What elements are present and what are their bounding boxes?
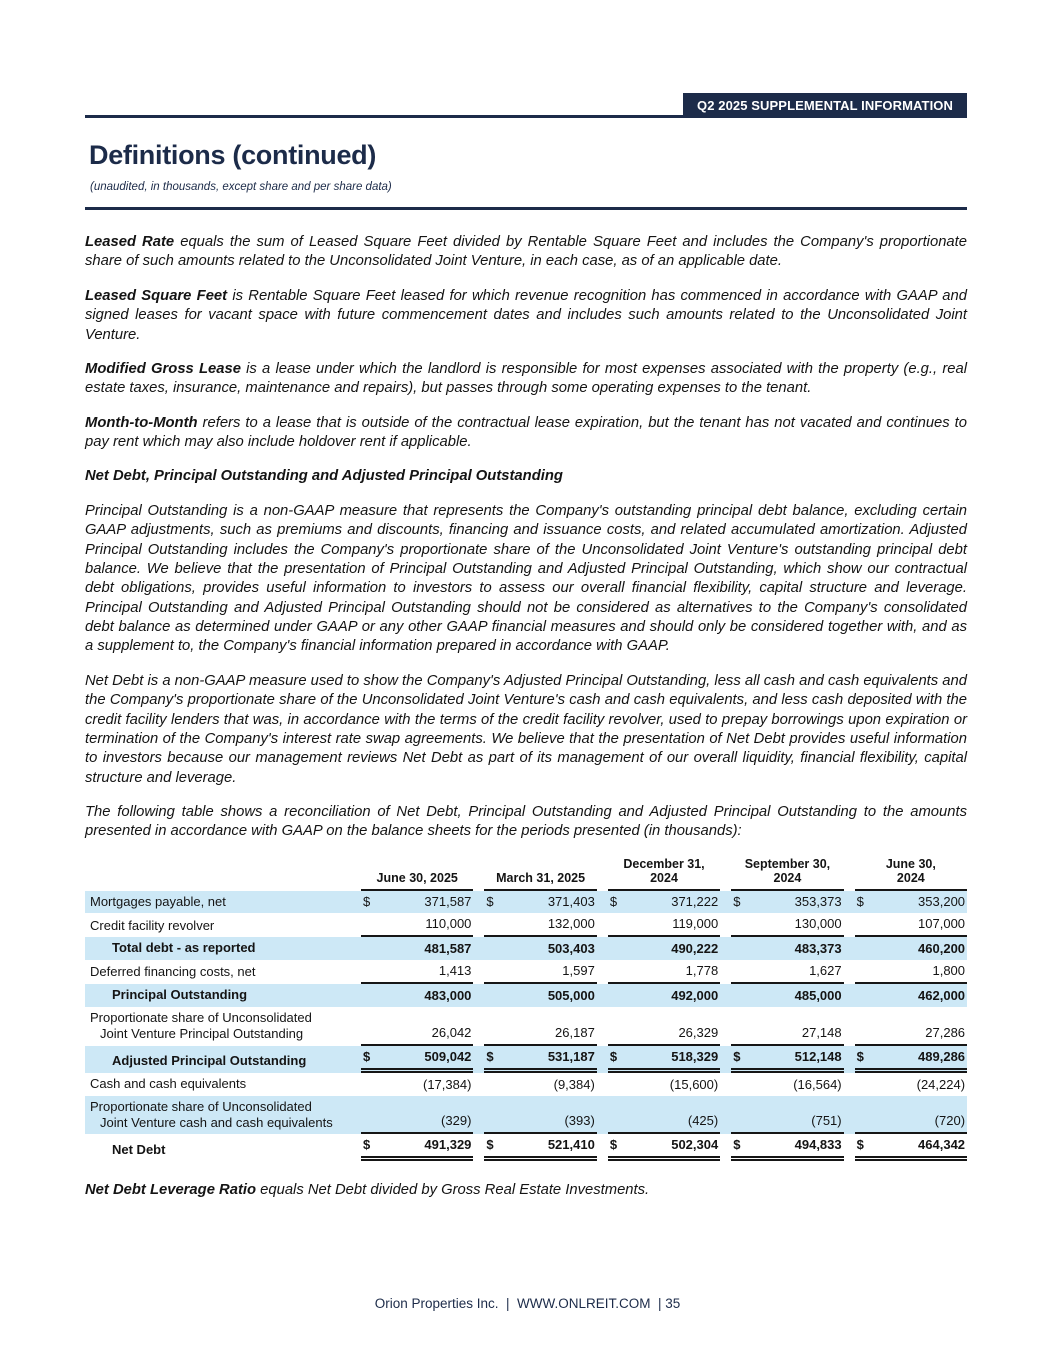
table-cell xyxy=(855,1007,967,1046)
row-label-text: Net Debt xyxy=(112,1141,166,1157)
currency-symbol: $ xyxy=(733,1048,741,1064)
cell-value: 1,800 xyxy=(932,963,966,979)
cell-value: 490,222 xyxy=(671,941,719,957)
cell-value: (393) xyxy=(564,1113,595,1129)
cell-value: (15,600) xyxy=(669,1076,719,1092)
term-month-to-month: Month-to-Month xyxy=(85,414,198,431)
cell-value: 464,342 xyxy=(918,1137,966,1153)
table-cell xyxy=(731,1046,843,1073)
currency-symbol: $ xyxy=(363,1048,371,1064)
table-cell xyxy=(731,1134,843,1161)
cell-value: (720) xyxy=(934,1113,966,1129)
cell-value: 26,187 xyxy=(555,1024,595,1040)
column-header-line1: December 31, xyxy=(623,856,705,871)
table-cell xyxy=(361,984,473,1007)
cell-value: 512,148 xyxy=(794,1048,842,1064)
currency-symbol: $ xyxy=(363,1137,371,1153)
table-row-credit-facility-revolver xyxy=(85,913,967,937)
table-cell xyxy=(484,937,596,960)
table-cell xyxy=(731,891,843,914)
table-cell xyxy=(361,1007,473,1046)
currency-symbol: $ xyxy=(856,1048,864,1064)
table-row-adjusted-principal-outstanding xyxy=(85,1046,967,1073)
cell-value: 502,304 xyxy=(671,1137,719,1153)
definition-text: equals Net Debt divided by Gross Real Estate Investments. xyxy=(256,1182,650,1199)
header-label-spacer xyxy=(85,857,350,891)
table-cell xyxy=(855,984,967,1007)
table-row-total-debt xyxy=(85,937,967,960)
cell-value: 27,286 xyxy=(925,1024,966,1040)
table-cell xyxy=(484,1046,596,1073)
row-label-text: Adjusted Principal Outstanding xyxy=(112,1052,307,1068)
table-cell xyxy=(855,1134,967,1161)
row-label xyxy=(85,1096,350,1135)
table-cell xyxy=(608,1096,720,1135)
column-header-september-30-2024 xyxy=(731,857,843,891)
row-label xyxy=(85,960,350,984)
currency-symbol: $ xyxy=(609,1048,618,1064)
page-subtitle: (unaudited, in thousands, except share and per share data) xyxy=(90,181,392,193)
cell-value: 27,148 xyxy=(801,1024,842,1040)
row-label-text: Principal Outstanding xyxy=(112,987,248,1003)
currency-symbol: $ xyxy=(856,894,864,910)
column-header-line2: 2024 xyxy=(896,871,925,886)
page-title: Definitions (continued) xyxy=(89,140,377,170)
paragraph-net-debt-leverage-ratio xyxy=(85,1181,967,1200)
cell-value: 494,833 xyxy=(794,1137,842,1153)
table-cell xyxy=(608,984,720,1007)
row-label-text: Deferred financing costs, net xyxy=(90,964,256,980)
term-modified-gross-lease: Modified Gross Lease xyxy=(85,360,241,377)
row-label xyxy=(85,913,350,937)
table-cell xyxy=(484,1007,596,1046)
table-cell xyxy=(731,1096,843,1135)
table-cell xyxy=(484,1134,596,1161)
column-header-line1: June 30, xyxy=(885,856,936,871)
row-label xyxy=(85,937,350,960)
column-header-line1: March 31, 2025 xyxy=(496,871,586,886)
table-cell xyxy=(484,1073,596,1096)
table-cell xyxy=(855,1073,967,1096)
table-cell xyxy=(361,937,473,960)
term-net-debt-leverage-ratio: Net Debt Leverage Ratio xyxy=(85,1182,257,1199)
currency-symbol: $ xyxy=(486,1048,494,1064)
table-cell xyxy=(731,984,843,1007)
cell-value: 492,000 xyxy=(671,988,719,1004)
cell-value: 483,373 xyxy=(794,941,842,957)
cell-value: 1,627 xyxy=(809,963,842,979)
table-cell xyxy=(608,891,720,914)
currency-symbol: $ xyxy=(856,1137,864,1153)
table-row-mortgages-payable xyxy=(85,891,967,914)
cell-value: 110,000 xyxy=(425,916,472,932)
definition-text: is a lease under which the landlord is responsible for most expenses associated with the property (e.g., real estate taxes, insurance, maintenance and repairs), but passes through some operating expenses to the tenant. xyxy=(85,360,967,397)
definition-text: refers to a lease that is outside of the contractual lease expiration, but the tenant has not vacated and continues to pay rent which may also include holdover rent if applicable. xyxy=(85,414,967,450)
table-cell xyxy=(608,937,720,960)
definition-text: Net Debt is a non-GAAP measure used to show the Company's Adjusted Principal Outstanding, less all cash and cash equivalents and the Company's proportionate share of the Unconsolidated Joint Venture's cash and cash equivalents, and less cash deposited with the credit facility lenders that was, in accordance with the terms of the credit facility revolver, used to prepay borrowings upon expiration or termination of the Company's interest rate swap agreements. We believe that the presentation of Net Debt provides useful information to investors because our management reviews Net Debt as part of its management of our overall liquidity, financial flexibility, capital structure and leverage. xyxy=(85,672,967,786)
cell-value: 503,403 xyxy=(547,941,595,957)
cell-value: (16,564) xyxy=(793,1076,842,1092)
footer-text: Orion Properties Inc. | WWW.ONLREIT.COM | 35 xyxy=(374,1296,681,1311)
cell-value: 353,200 xyxy=(918,894,966,910)
cell-value: 1,778 xyxy=(685,963,719,979)
term-leased-square-feet: Leased Square Feet xyxy=(85,287,228,304)
definition-text: Principal Outstanding is a non-GAAP measure that represents the Company's outstanding principal debt balance, excluding certain GAAP adjustments, such as premiums and discounts, financing and issuance costs, and related accumulated amortization. Adjusted Principal Outstanding includes the Company's proportionate share of the Unconsolidated Joint Venture's outstanding principal debt balance. We believe that the presentation of Principal Outstanding and Adjusted Principal Outstanding, which show our contractual debt obligations, provides useful information to investors to assess our overall financial flexibility, capital structure and leverage. Principal Outstanding and Adjusted Principal Outstanding should not be considered as alternatives to the Company's consolidated debt balance as determined under GAAP or any other GAAP financial measures and should only be considered together with, and as a supplement to, the Company's financial information prepared in accordance with GAAP. xyxy=(85,502,967,655)
cell-value: 1,597 xyxy=(562,963,595,979)
table-cell xyxy=(608,1073,720,1096)
row-label xyxy=(85,891,350,914)
cell-value: 521,410 xyxy=(547,1137,595,1153)
table-cell xyxy=(855,960,967,984)
cell-value: (751) xyxy=(811,1113,842,1129)
cell-value: 107,000 xyxy=(918,916,966,932)
page-footer xyxy=(0,1296,1055,1311)
cell-value: 509,042 xyxy=(424,1048,472,1064)
table-cell xyxy=(855,891,967,914)
cell-value: 485,000 xyxy=(794,988,842,1004)
column-header-line1: June 30, 2025 xyxy=(376,871,458,886)
cell-value: 489,286 xyxy=(918,1048,966,1064)
paragraph-modified-gross-lease xyxy=(85,360,967,399)
table-cell xyxy=(361,1096,473,1135)
cell-value: 26,329 xyxy=(678,1024,719,1040)
column-header-june-30-2024 xyxy=(855,857,967,891)
cell-value: (329) xyxy=(441,1113,472,1129)
definition-text: is Rentable Square Feet leased for which revenue recognition has commenced in accordance with GAAP and signed leases for vacant space with future commencement dates and includes such amounts related to the Unconsolidated Joint Venture. xyxy=(85,287,967,343)
table-cell xyxy=(484,1096,596,1135)
table-cell xyxy=(731,913,843,937)
table-row-principal-outstanding xyxy=(85,984,967,1007)
column-header-line2: 2024 xyxy=(650,871,678,886)
table-cell xyxy=(361,891,473,914)
table-row-jv-principal-outstanding xyxy=(85,1007,967,1046)
table-cell xyxy=(608,960,720,984)
currency-symbol: $ xyxy=(733,1137,741,1153)
cell-value: (425) xyxy=(687,1113,719,1129)
table-cell xyxy=(608,1046,720,1073)
row-label-text: Mortgages payable, net xyxy=(90,893,226,909)
row-label-text: Proportionate share of Unconsolidated xyxy=(90,1010,312,1026)
currency-symbol: $ xyxy=(733,894,741,910)
cell-value: 491,329 xyxy=(424,1137,472,1153)
row-label xyxy=(85,1007,350,1046)
definition-text: The following table shows a reconciliation of Net Debt, Principal Outstanding and Adjusted Principal Outstanding to the amounts presented in accordance with GAAP on the balance sheets for the periods presented (in thousands): xyxy=(85,804,967,840)
cell-value: 371,403 xyxy=(547,894,595,910)
cell-value: 130,000 xyxy=(794,916,842,932)
table-cell xyxy=(731,1007,843,1046)
paragraph-principal-outstanding xyxy=(85,502,967,657)
table-header-row xyxy=(85,857,967,891)
cell-value: 119,000 xyxy=(672,916,719,932)
cell-value: 462,000 xyxy=(918,988,966,1004)
cell-value: 1,413 xyxy=(438,963,472,979)
table-cell xyxy=(855,1046,967,1073)
column-header-december-31-2024 xyxy=(608,857,720,891)
column-header-march-31-2025 xyxy=(484,857,596,891)
cell-value: 353,373 xyxy=(794,894,842,910)
term-net-debt-principal-outstanding: Net Debt, Principal Outstanding and Adjusted Principal Outstanding xyxy=(85,468,563,485)
header-rule xyxy=(85,115,967,118)
term-leased-rate: Leased Rate xyxy=(85,234,175,250)
row-label-text: Total debt - as reported xyxy=(112,940,256,956)
cell-value: 518,329 xyxy=(671,1048,719,1064)
paragraph-leased-square-feet xyxy=(85,287,967,345)
document-body xyxy=(85,233,967,1216)
cell-value: 483,000 xyxy=(424,988,472,1004)
cell-value: (17,384) xyxy=(422,1076,472,1092)
table-cell xyxy=(361,1073,473,1096)
heading-net-debt-definitions xyxy=(85,467,967,486)
table-row-deferred-financing-costs xyxy=(85,960,967,984)
cell-value: 481,587 xyxy=(424,941,472,957)
row-label xyxy=(85,984,350,1007)
column-header-june-30-2025 xyxy=(361,857,473,891)
table-cell xyxy=(361,1134,473,1161)
table-cell xyxy=(855,1096,967,1135)
cell-value: 26,042 xyxy=(431,1024,472,1040)
table-cell xyxy=(731,1073,843,1096)
table-cell xyxy=(361,960,473,984)
net-debt-reconciliation-table xyxy=(85,857,967,1162)
table-cell xyxy=(484,891,596,914)
cell-value: (9,384) xyxy=(553,1076,595,1092)
table-cell xyxy=(608,1134,720,1161)
cell-value: (24,224) xyxy=(916,1076,966,1092)
cell-value: 371,587 xyxy=(424,894,472,910)
cell-value: 132,000 xyxy=(547,916,595,932)
table-cell xyxy=(855,937,967,960)
table-cell xyxy=(731,937,843,960)
table-cell xyxy=(484,913,596,937)
column-header-line1: September 30, xyxy=(744,856,831,871)
row-label-text: Credit facility revolver xyxy=(90,917,215,933)
table-cell xyxy=(608,913,720,937)
row-label-text: Cash and cash equivalents xyxy=(90,1075,247,1091)
paragraph-leased-rate xyxy=(85,233,967,272)
table-cell xyxy=(361,913,473,937)
row-label-text: Proportionate share of Unconsolidated xyxy=(90,1098,312,1114)
row-label-text-line2: Joint Venture cash and cash equivalents xyxy=(100,1114,333,1130)
table-cell xyxy=(484,984,596,1007)
table-cell xyxy=(608,1007,720,1046)
cell-value: 460,200 xyxy=(918,941,966,957)
title-rule xyxy=(85,207,967,210)
banner-text: Q2 2025 SUPPLEMENTAL INFORMATION xyxy=(696,98,953,113)
paragraph-month-to-month xyxy=(85,414,967,453)
table-cell xyxy=(484,960,596,984)
column-header-line2: 2024 xyxy=(773,871,802,886)
table-row-jv-cash-and-equivalents xyxy=(85,1096,967,1135)
paragraph-table-intro xyxy=(85,803,967,842)
cell-value: 505,000 xyxy=(547,988,595,1004)
paragraph-net-debt xyxy=(85,672,967,788)
table-row-cash-and-equivalents xyxy=(85,1073,967,1096)
currency-symbol: $ xyxy=(609,1137,618,1153)
row-label xyxy=(85,1073,350,1096)
currency-symbol: $ xyxy=(486,894,494,910)
currency-symbol: $ xyxy=(609,894,618,910)
row-label xyxy=(85,1046,350,1073)
cell-value: 371,222 xyxy=(671,894,719,910)
table-cell xyxy=(855,913,967,937)
table-cell xyxy=(731,960,843,984)
row-label-text-line2: Joint Venture Principal Outstanding xyxy=(100,1025,304,1041)
table-row-net-debt xyxy=(85,1134,967,1161)
currency-symbol: $ xyxy=(486,1137,494,1153)
currency-symbol: $ xyxy=(363,894,371,910)
definition-text: equals the sum of Leased Square Feet divided by Rentable Square Feet and includes the Company's proportionate share of such amounts related to the Unconsolidated Joint Venture, in each case, as of an applicable date. xyxy=(85,234,967,270)
cell-value: 531,187 xyxy=(547,1048,595,1064)
row-label xyxy=(85,1134,350,1161)
table-cell xyxy=(361,1046,473,1073)
